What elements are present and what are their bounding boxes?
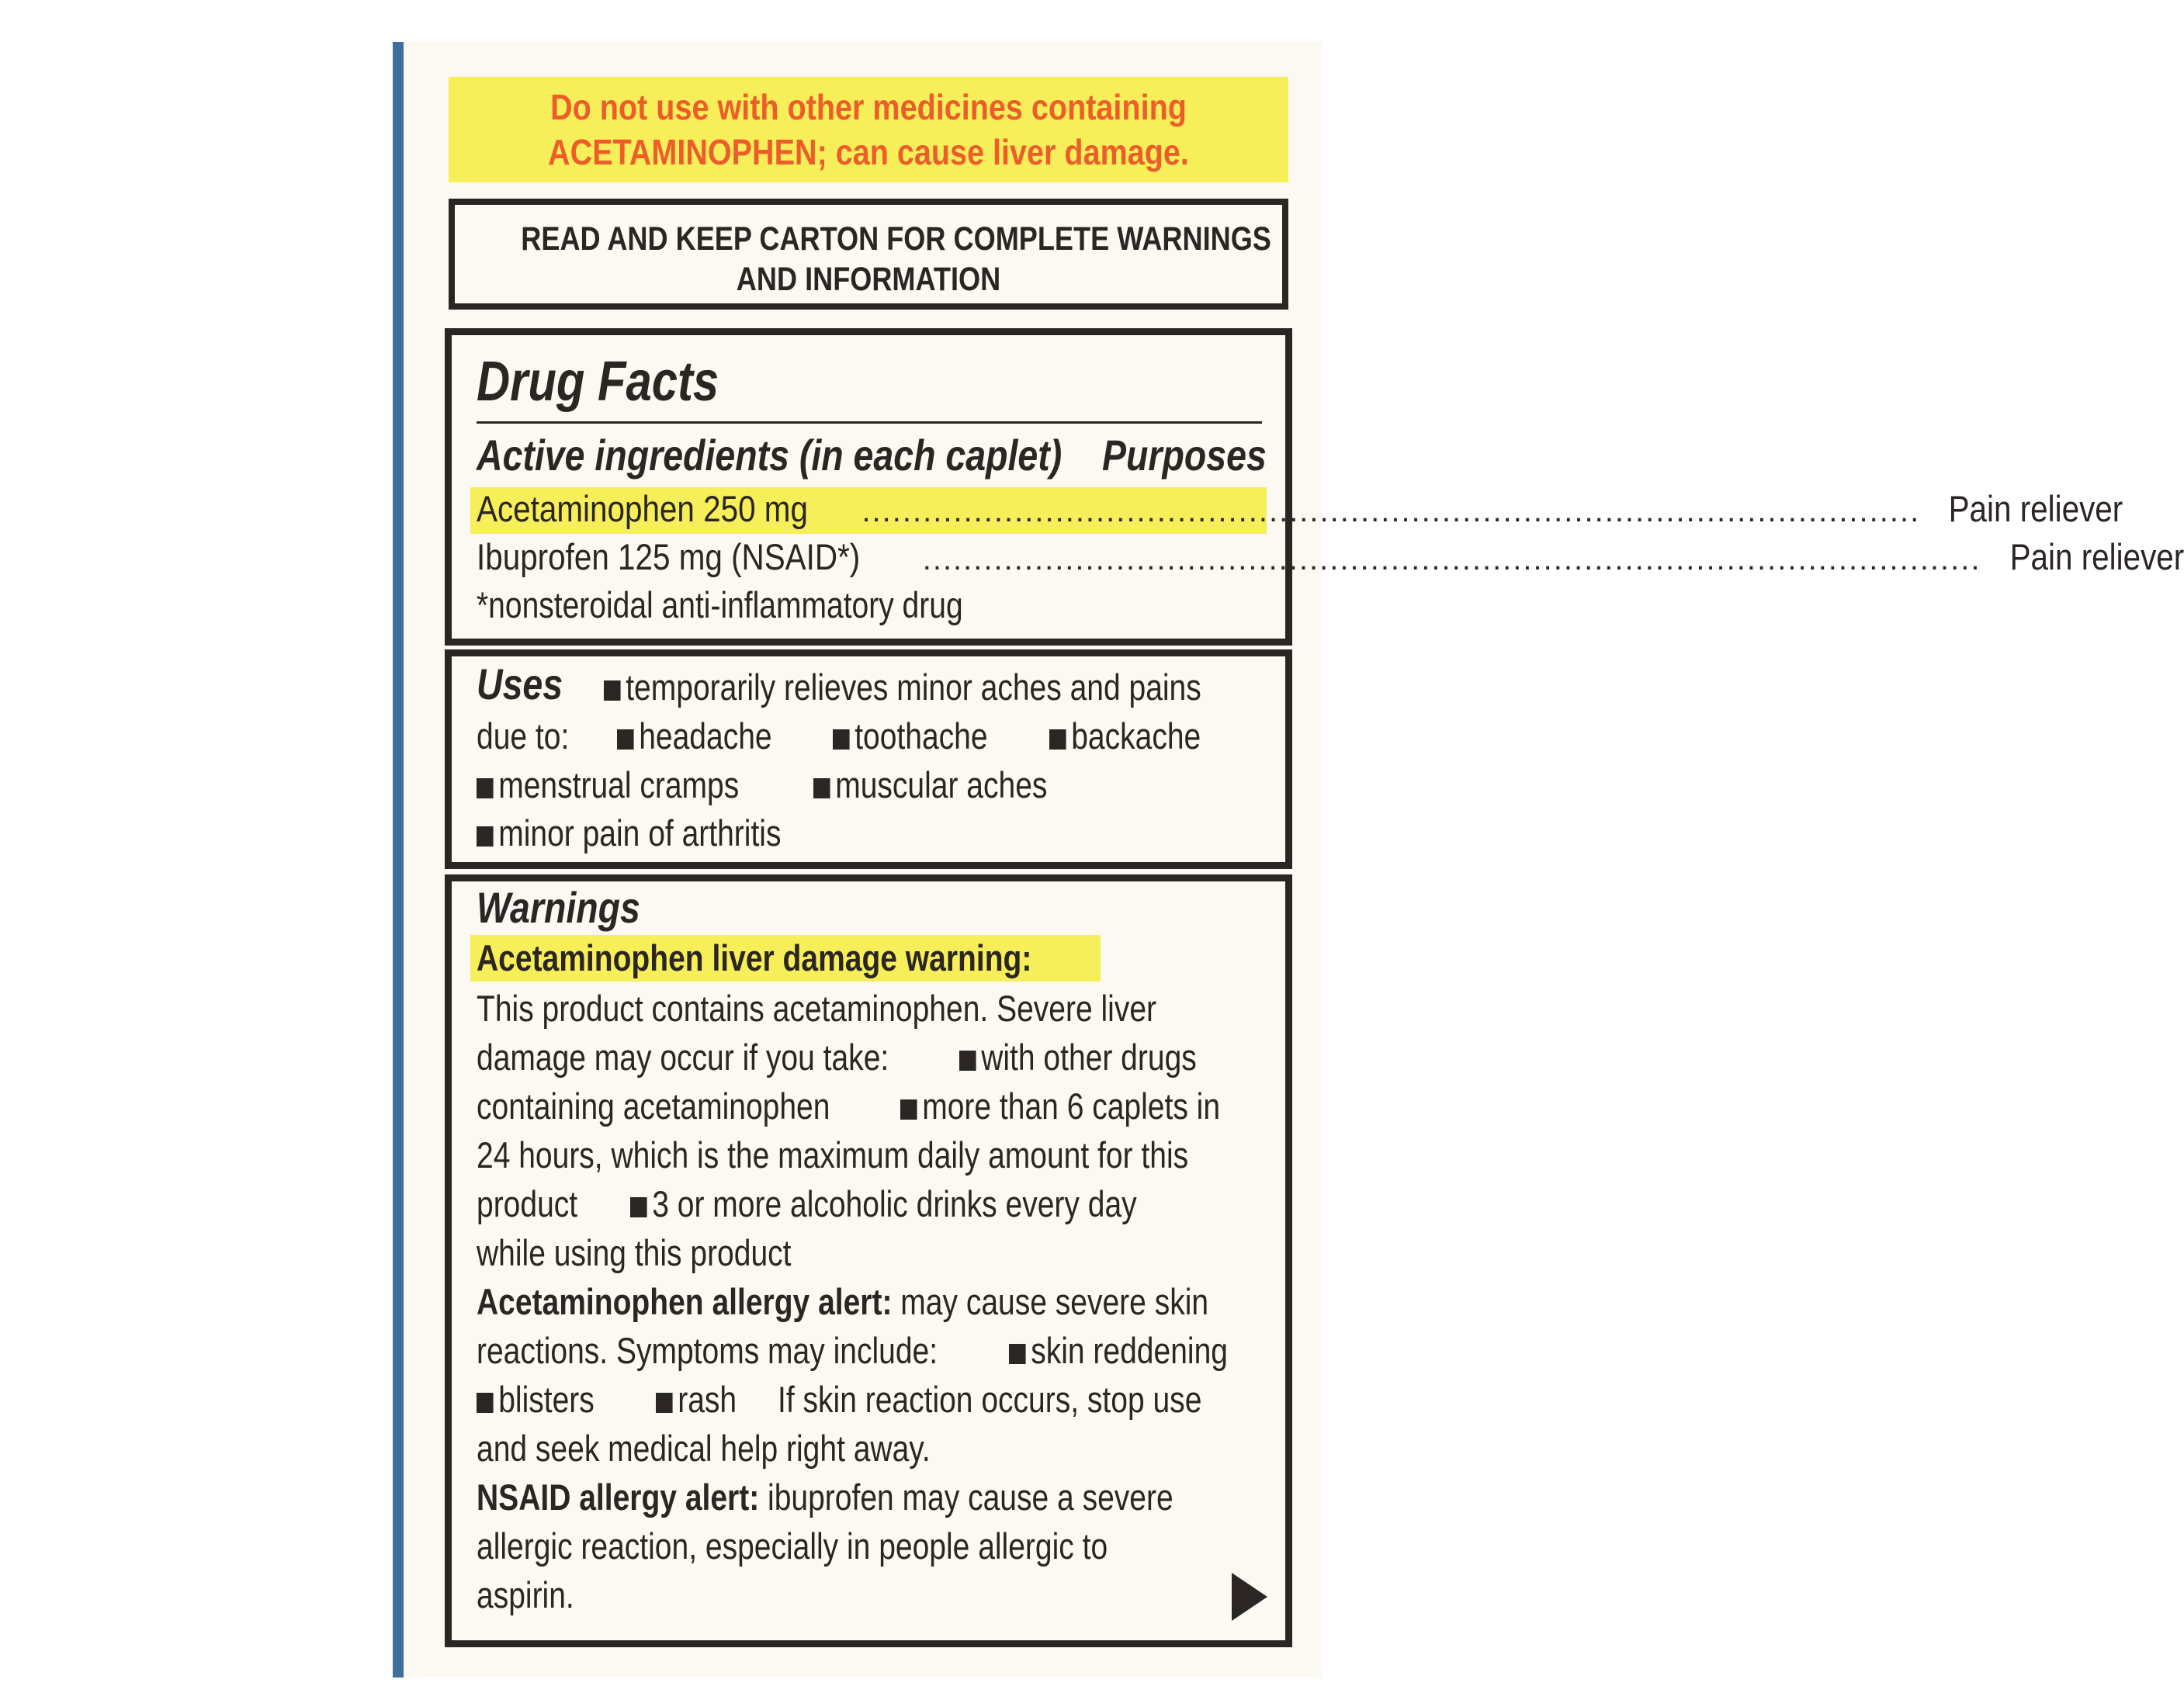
banner-line-1: Do not use with other medicines containing bbox=[550, 87, 1187, 127]
ingredient-name: Acetaminophen 250 mg bbox=[477, 488, 808, 529]
nsaid-footnote: *nonsteroidal anti-inflammatory drug bbox=[477, 584, 963, 625]
acetaminophen-warning-banner bbox=[449, 77, 1288, 182]
use-item: backache bbox=[1049, 715, 1201, 758]
dot-leader: ........................................................................................................ bbox=[861, 494, 1921, 528]
square-bullet-icon bbox=[1009, 1344, 1026, 1364]
keep-carton-notice bbox=[449, 199, 1288, 310]
uses-title: Uses bbox=[477, 660, 563, 708]
square-bullet-icon bbox=[604, 680, 621, 701]
liver-warning-text: This product contains acetaminophen. Severe liver bbox=[477, 988, 1157, 1029]
liver-warning-text: while using this product bbox=[477, 1232, 792, 1273]
nsaid-alert-text: allergic reaction, especially in people allergic to bbox=[477, 1525, 1108, 1567]
ingredient-row bbox=[477, 487, 2123, 532]
square-bullet-icon bbox=[1049, 729, 1066, 750]
warnings-title: Warnings bbox=[477, 883, 640, 932]
liver-warning-text: product bbox=[477, 1183, 578, 1224]
ingredient-row bbox=[477, 535, 2184, 580]
use-item: muscular aches bbox=[813, 763, 1047, 807]
dot-leader: ........................................................................................................ bbox=[922, 542, 1981, 577]
ingredient-name: Ibuprofen 125 mg (NSAID*) bbox=[477, 536, 861, 577]
liver-warning-heading: Acetaminophen liver damage warning: bbox=[477, 937, 1032, 978]
use-item: menstrual cramps bbox=[477, 763, 739, 807]
allergy-symptom-item: rash bbox=[656, 1378, 737, 1421]
square-bullet-icon bbox=[477, 826, 494, 847]
use-item: minor pain of arthritis bbox=[477, 812, 781, 855]
allergy-alert-text: reactions. Symptoms may include: bbox=[477, 1330, 938, 1371]
liver-warning-text: 24 hours, which is the maximum daily amount for this bbox=[477, 1134, 1189, 1176]
uses-line-1: temporarily relieves minor aches and pains bbox=[604, 666, 1201, 709]
active-ingredients-heading: Active ingredients (in each caplet) bbox=[477, 431, 1063, 480]
allergy-symptom-item: skin reddening bbox=[1009, 1329, 1228, 1373]
nsaid-alert-line: NSAID allergy alert: ibuprofen may cause a severe bbox=[477, 1477, 1173, 1518]
liver-warning-item: more than 6 caplets in bbox=[900, 1085, 1220, 1128]
keep-notice-line-2: AND INFORMATION bbox=[736, 261, 1001, 298]
liver-warning-text: damage may occur if you take: bbox=[477, 1037, 889, 1078]
allergy-alert-text: and seek medical help right away. bbox=[477, 1428, 931, 1469]
purposes-heading: Purposes bbox=[1102, 431, 1267, 480]
use-item: toothache bbox=[833, 715, 988, 758]
square-bullet-icon bbox=[813, 778, 830, 798]
side-stripe bbox=[393, 42, 404, 1678]
square-bullet-icon bbox=[630, 1197, 647, 1217]
square-bullet-icon bbox=[656, 1393, 673, 1413]
nsaid-alert-text: aspirin. bbox=[477, 1574, 574, 1615]
square-bullet-icon bbox=[900, 1099, 917, 1120]
uses-due-to: due to: bbox=[477, 715, 570, 757]
right-triangle-icon bbox=[1232, 1573, 1267, 1621]
keep-notice-line-1: READ AND KEEP CARTON FOR COMPLETE WARNINGS bbox=[521, 220, 1271, 258]
square-bullet-icon bbox=[477, 778, 494, 798]
liver-warning-item: 3 or more alcoholic drinks every day bbox=[630, 1182, 1137, 1226]
square-bullet-icon bbox=[477, 1393, 494, 1413]
ingredient-purpose: Pain reliever bbox=[1948, 488, 2123, 529]
square-bullet-icon bbox=[959, 1051, 976, 1071]
ingredient-purpose: Pain reliever bbox=[2009, 536, 2184, 577]
liver-warning-text: containing acetaminophen bbox=[477, 1085, 830, 1127]
allergy-alert-heading: Acetaminophen allergy alert: bbox=[477, 1281, 893, 1322]
drug-facts-title: Drug Facts bbox=[477, 351, 719, 413]
nsaid-alert-heading: NSAID allergy alert: bbox=[477, 1477, 760, 1518]
banner-line-2: ACETAMINOPHEN; can cause liver damage. bbox=[548, 132, 1189, 172]
allergy-alert-line: Acetaminophen allergy alert: may cause severe skin bbox=[477, 1281, 1209, 1322]
liver-warning-item: with other drugs bbox=[959, 1036, 1197, 1079]
allergy-symptom-item: blisters bbox=[477, 1378, 595, 1421]
use-item: headache bbox=[617, 715, 772, 758]
allergy-alert-text: If skin reaction occurs, stop use bbox=[778, 1379, 1202, 1420]
drug-facts-rule bbox=[477, 421, 1262, 424]
square-bullet-icon bbox=[617, 729, 634, 750]
square-bullet-icon bbox=[833, 729, 850, 750]
